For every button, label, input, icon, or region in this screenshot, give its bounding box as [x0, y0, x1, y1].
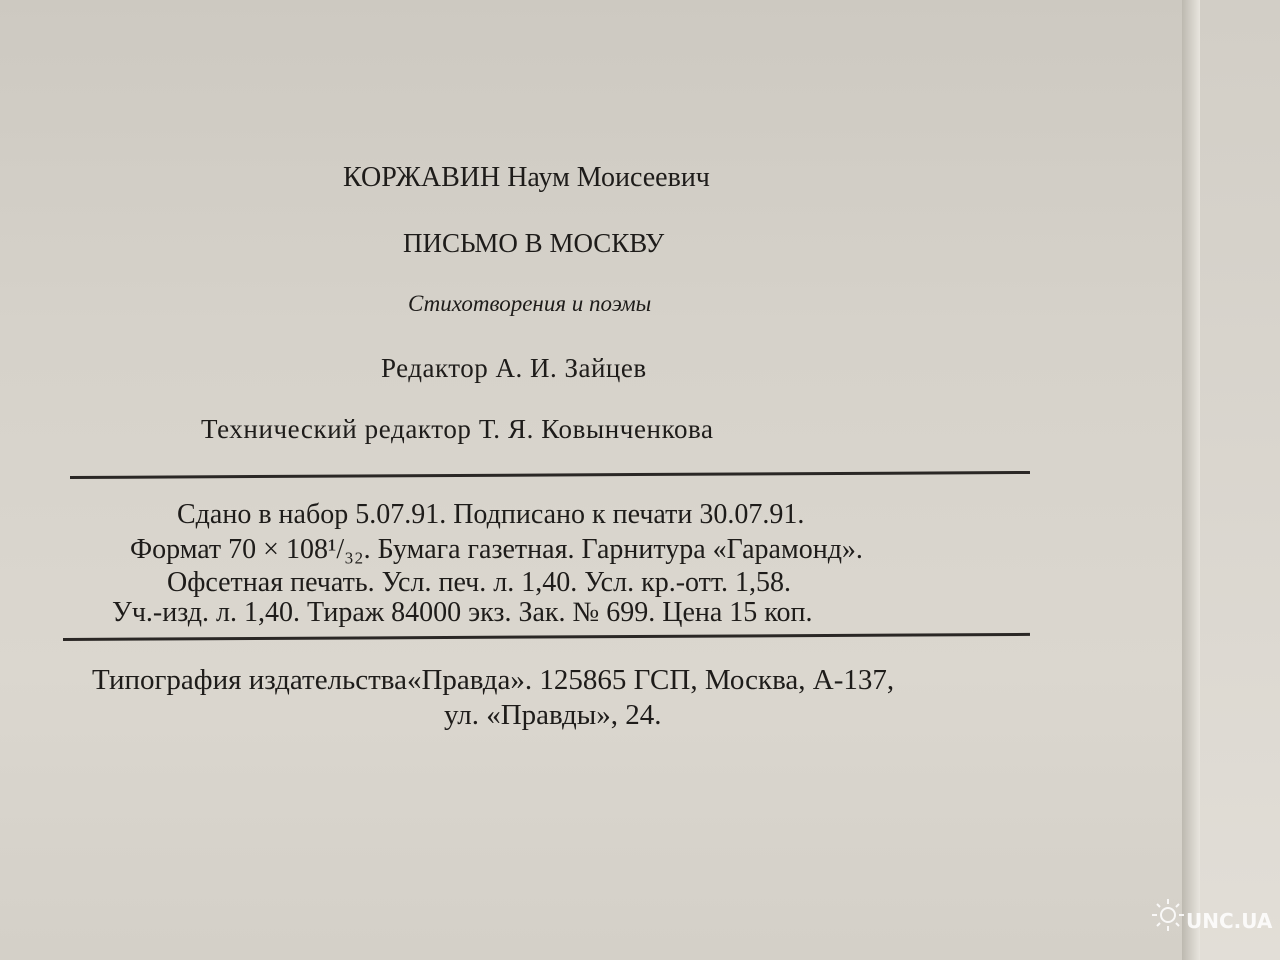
watermark-text: UNC.UA [1186, 909, 1273, 933]
site-watermark [1150, 895, 1273, 955]
book-subtitle: Стихотворения и поэмы [408, 291, 652, 316]
adjacent-page [1200, 0, 1280, 960]
sun-logo-icon [1150, 895, 1186, 935]
author-line: КОРЖАВИН Наум Моисеевич [343, 162, 710, 193]
print-detail-1: Сдано в набор 5.07.91. Подписано к печати 30.07.91. [177, 499, 805, 530]
page-edge [1182, 0, 1200, 960]
print-detail-3: Офсетная печать. Усл. печ. л. 1,40. Усл. кр.-отт. 1,58. [167, 567, 792, 598]
book-title: ПИСЬМО В МОСКВУ [403, 228, 665, 258]
printer-line-2: ул. «Правды», 24. [444, 699, 662, 731]
tech-editor-line: Технический редактор Т. Я. Ковынченкова [201, 414, 714, 444]
printer-line-1: Типография издательства«Правда». 125865 ГСП, Москва, А-137, [92, 664, 895, 696]
print-detail-2: Формат 70 × 108¹/₃₂. Бумага газетная. Гарнитура «Гарамонд». [130, 534, 863, 565]
editor-line: Редактор А. И. Зайцев [381, 353, 647, 383]
print-detail-4: Уч.-изд. л. 1,40. Тираж 84000 экз. Зак. № 699. Цена 15 коп. [112, 597, 813, 628]
